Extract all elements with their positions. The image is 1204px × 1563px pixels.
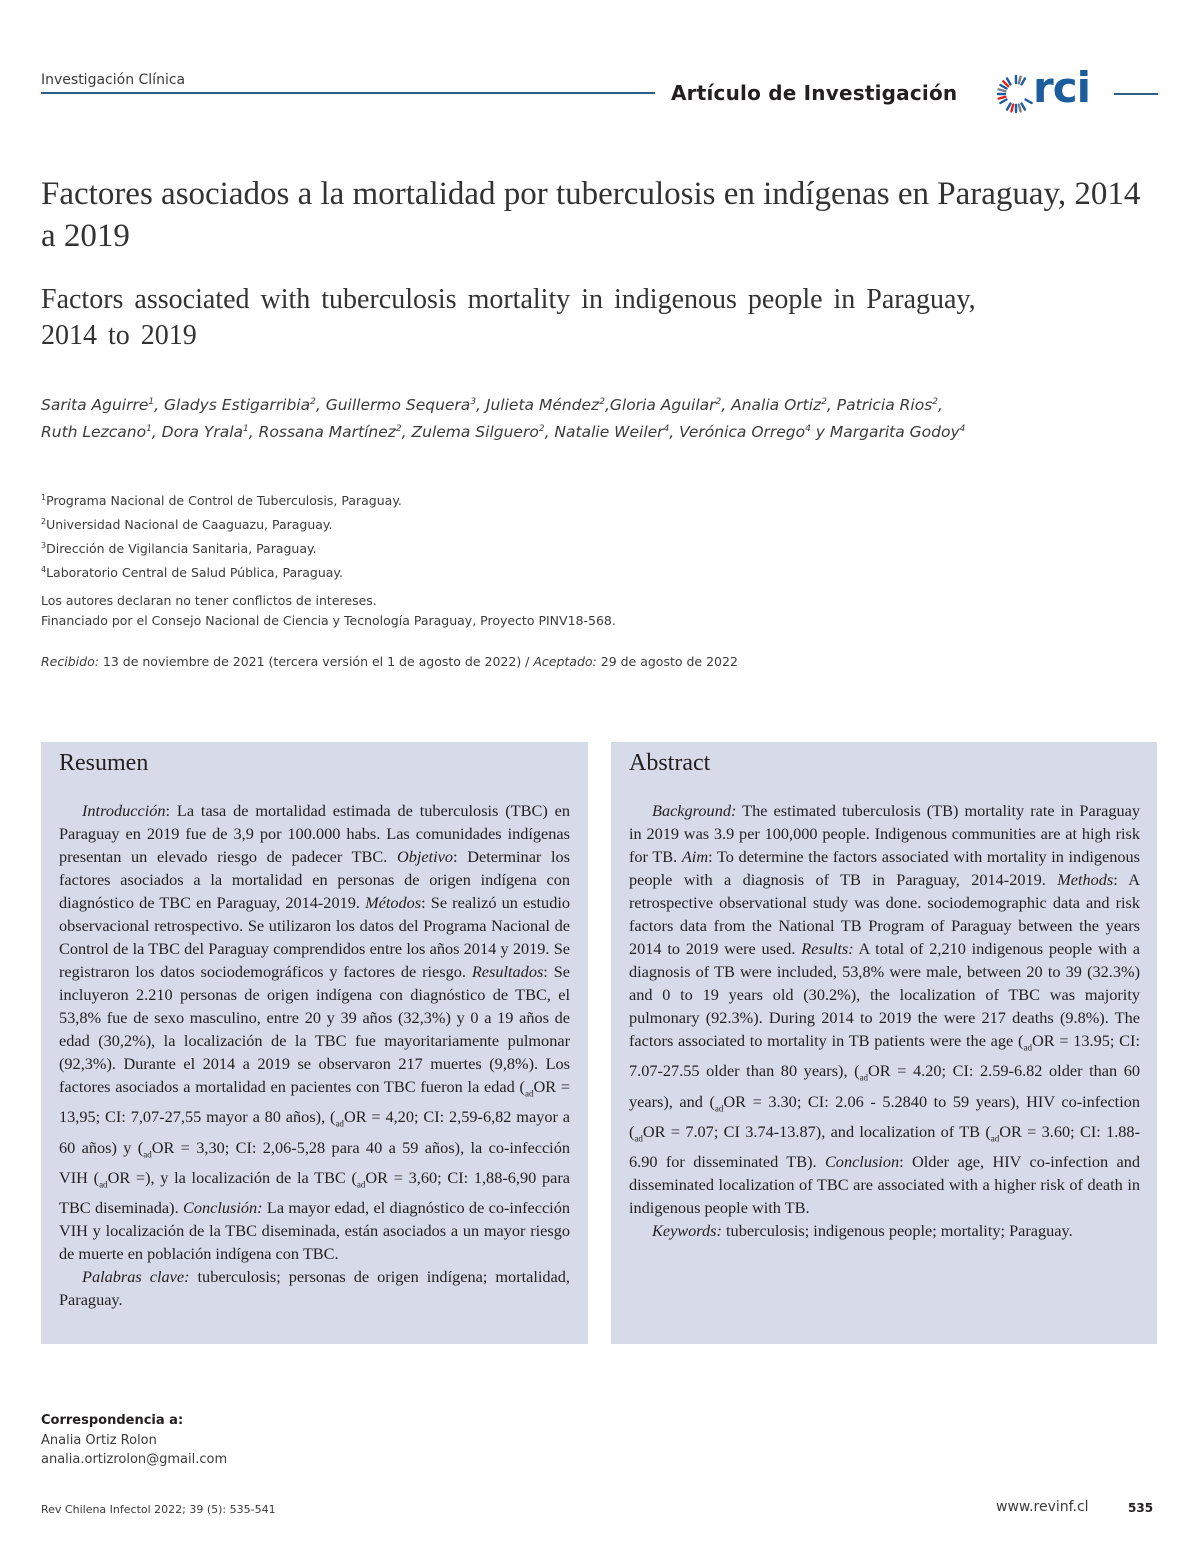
author-affiliation: 4: [805, 424, 811, 435]
abstract-body: Background: The estimated tuberculosis (TB) mortality rate in Paraguay in 2019 was 3.9 per 100,000 people. Indigenous communities are at high risk for TB. Aim: To determine the factors associated with mortality in indigenous people with a diagnosis of TB in Paraguay, 2014-2019. Methods: A retrospective observational study was done. sociodemographic data and risk factors data from the National TB Program of Paraguay between the years 2014 to 2019 were used. Results: A total of 2,210 indigenous people with a diagnosis of TB were included, 53,8% were male, between 20 to 39 (32.3%) and 0 to 19 years old (30.2%), the localization of TBC was majority pulmonary (92.3%). During 2014 to 2019 the were 217 deaths (9.8%). The factors associated to mortality in TB patients were the age ($_{ad}OR = 13.95$; CI: 7.07-27.55 older than 80 years), ($_{ad}OR = 4.20$; CI: 2.59-6.82 older than 60 years), and ($_{ad}OR = 3.30$; CI: 2.06 - 5.2840 to 59 years), HIV co-infection ($_{ad}OR = 7.07$; CI 3.74-13.87), and localization of TB ($_{ad}OR = 3.60$; CI: 1.88-6.90 for disseminated TB). Conclusion: Older age, HIV co-infection and disseminated localization of TBC are associated with a higher risk of death in indigenous people with TB. Keywords: tuberculosis; indigenous people; mortality; Paraguay.: [629, 801, 1140, 1240]
header-rule-right: [1114, 93, 1158, 95]
header-rule: [41, 92, 655, 94]
author: Guillermo Sequera: [325, 396, 471, 415]
author-affiliation: 4: [959, 424, 966, 435]
funding-note: Financiado por el Consejo Nacional de Ciencia y Tecnología Paraguay, Proyecto PINV18-568.: [41, 613, 616, 628]
author: Julieta Méndez: [485, 396, 600, 415]
title-spanish: Factores asociados a la mortalidad por tuberculosis en indígenas en Paraguay, 2014 a 2019: [41, 176, 1141, 254]
conflict-note: Los autores declaran no tener conflictos de intereses.: [41, 593, 377, 608]
author-affiliation: 2: [538, 424, 545, 435]
resumen-box: [41, 742, 588, 1344]
author-affiliation: 1: [243, 424, 249, 435]
author: Natalie Weiler: [554, 423, 664, 442]
author: Analia Ortiz: [731, 396, 822, 415]
article-type: Artículo de Investigación: [671, 81, 958, 105]
author-affiliation: 1: [146, 424, 152, 435]
correspondence-name: Analia Ortiz Rolon: [41, 1433, 157, 1448]
author-affiliation: 2: [821, 397, 827, 407]
affiliation: $^3$Dirección de Vigilancia Sanitaria, Paraguay.: [41, 541, 317, 557]
section-label: Investigación Clínica: [41, 72, 186, 88]
author-affiliation: 1: [148, 397, 155, 407]
resumen-keywords: Palabras clave: tuberculosis; personas de origen indígena; mortalidad, Paraguay.: [59, 1267, 570, 1309]
author: Patricia Rios: [836, 396, 933, 415]
page-number: 535: [1128, 1501, 1154, 1515]
abstract-keywords: Keywords: tuberculosis; indigenous people; mortality; Paraguay.: [652, 1221, 1073, 1240]
affiliations: [41, 487, 402, 584]
funding-notes: [41, 591, 616, 631]
received-dates: Recibido: 13 de noviembre de 2021 (tercera versión el 1 de agosto de 2022) / Aceptado: 29 de agosto de 2022: [41, 654, 738, 669]
journal-logo-icon: [996, 74, 1036, 114]
correspondence-email[interactable]: analia.ortizrolon@gmail.com: [41, 1452, 228, 1467]
author: Margarita Godoy: [829, 423, 960, 442]
author-affiliation: 2: [599, 397, 605, 407]
affiliation: $^4$Laboratorio Central de Salud Pública, Paraguay.: [41, 565, 344, 581]
author-affiliation: 4: [663, 424, 670, 435]
author: Sarita Aguirre: [41, 396, 149, 415]
author-affiliation: 2: [715, 397, 722, 407]
author: Gladys Estigarribia: [163, 396, 311, 415]
author: Gloria Aguilar: [609, 396, 716, 415]
resumen-body: Introducción: La tasa de mortalidad estimada de tuberculosis (TBC) en Paraguay en 2019 fue de 3,9 por 100.000 habs. Las comunidades indígenas presentan un elevado riesgo de padecer TBC. Objetivo: Determinar los factores asociados a la mortalidad en personas de origen indígena con diagnóstico de TBC en Paraguay, 2014-2019. Métodos: Se realizó un estudio observacional retrospectivo. Se utilizaron los datos del Programa Nacional de Control de la TBC del Paraguay comprendidos entre los años 2014 y 2019. Se registraron los datos sociodemográficos y factores de riesgo. Resultados: Se incluyeron 2.210 personas de origen indígena con diagnóstico de TBC, el 53,8% fue de sexo masculino, entre 20 y 39 años (32,3%) y 0 a 19 años de edad (30,2%), la localización de la TBC fue mayoritariamente pulmonar (92,3%). Durante el 2014 a 2019 se observaron 217 muertes (9,8%). Los factores asociados a mortalidad en pacientes con TBC fueron la edad ($_{ad}OR = 13,95$; CI: 7,07-27,55 mayor a 80 años), ($_{ad}OR = 4,20$; CI: 2,59-6,82 mayor a 60 años) y ($_{ad}OR = 3,30$; CI: 2,06-5,28 para 40 a 59 años), la co-infección VIH ($_{ad}OR$ =), y la localización de la TBC ($_{ad}OR = 3,60$; CI: 1,88-6,90 para TBC diseminada). Conclusión: La mayor edad, el diagnóstico de co-infección VIH y localización de la TBC diseminada, están asociados a un mayor riesgo de muerte en población indígena con TBC. Palabras clave: tuberculosis; personas de origen indígena; mortalidad, Paraguay.: [59, 801, 571, 1309]
abstract-heading: Abstract: [629, 750, 711, 776]
resumen-heading: Resumen: [59, 750, 149, 776]
affiliation: $^2$Universidad Nacional de Caaguazu, Paraguay.: [41, 517, 333, 533]
affiliation: $^1$Programa Nacional de Control de Tuberculosis, Paraguay.: [41, 493, 402, 509]
author-list: Sarita Aguirre$^1$, Gladys Estigarribia$^2$, Guillermo Sequera$^3$, Julieta Méndez$^2$,Gloria Aguilar$^2$, Analia Ortiz$^2$, Patricia Rios$^2$, Ruth Lezcano$^1$, Dora Yrala$^1$, Rossana Martínez$^2$, Zulema Silguero$^2$, Natalie Weiler$^4$, Verónica Orrego$^4$ y Margarita Godoy$^4$: [41, 396, 966, 442]
author-affiliation: 2: [310, 397, 316, 407]
author: Zulema Silguero: [411, 423, 539, 442]
journal-website-link[interactable]: www.revinf.cl: [996, 1499, 1089, 1515]
correspondence-label: Correspondencia a:: [41, 1413, 184, 1428]
author: Ruth Lezcano: [41, 423, 147, 442]
author-affiliation: 2: [395, 424, 402, 435]
author-affiliation: 3: [470, 397, 477, 407]
author: Dora Yrala: [161, 423, 244, 442]
author: Verónica Orrego: [679, 423, 806, 442]
author-affiliation: 2: [932, 397, 939, 407]
author: Rossana Martínez: [258, 423, 396, 442]
abstract-box: [611, 742, 1157, 1344]
journal-logo-text: rci: [1033, 63, 1091, 112]
title-english: Factors associated with tuberculosis mortality in indigenous people in Paraguay, 2014 to 2019: [41, 284, 976, 351]
journal-reference: Rev Chilena Infectol 2022; 39 (5): 535-541: [41, 1503, 276, 1516]
